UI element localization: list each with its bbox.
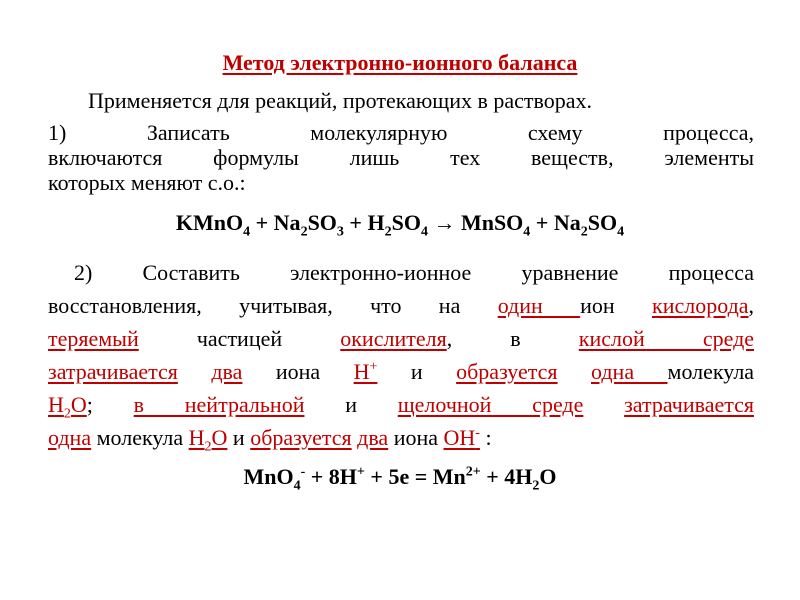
eq1-sub: 2 (384, 224, 392, 240)
eq1-part: + H (343, 210, 385, 235)
text-run: O (70, 392, 87, 417)
subscript: 2 (204, 439, 212, 455)
eq1-part: SO (307, 210, 337, 235)
highlight-term: одна (48, 425, 92, 450)
highlight-term (188, 425, 228, 455)
eq1-sub: 2 (300, 224, 308, 240)
step-1-paragraph (48, 120, 754, 195)
eq2-part: + 4H (480, 464, 533, 489)
text-run: частицей (196, 326, 283, 351)
eq1-sub: 2 (580, 224, 588, 240)
step-2-line-1: 2) Составить электронно-ионное уравнение процесса (74, 260, 754, 285)
eq1-sub: 3 (336, 224, 344, 240)
text-run: H (353, 359, 370, 384)
text-run: , в (446, 326, 521, 351)
highlight-term: один (497, 293, 581, 318)
highlight-term: одна (591, 359, 668, 384)
eq2-sup: 2+ (465, 464, 481, 480)
eq1-part: → MnSO (427, 210, 524, 235)
molecular-equation (0, 210, 800, 240)
highlight-term: два (357, 425, 389, 450)
eq1-sub: 4 (617, 224, 625, 240)
highlight-term: два (211, 359, 243, 384)
eq2-part: + 8H (305, 464, 357, 489)
step-1-line-3: которых меняют с.о.: (48, 170, 246, 195)
charge-sup: - (475, 425, 480, 441)
eq2-part: O (539, 464, 557, 489)
eq2-sub: 4 (293, 478, 301, 494)
text-run: H (48, 392, 64, 417)
highlight-term: образуется (250, 425, 352, 450)
step-2-line-4 (48, 355, 754, 388)
text-run: ион (580, 293, 615, 318)
step-2-paragraph (48, 256, 754, 454)
charge-sup: + (369, 359, 378, 375)
subscript: 2 (63, 406, 71, 422)
eq2-sup: + (356, 464, 365, 480)
highlight-term (48, 392, 87, 422)
eq1-sub: 4 (243, 224, 251, 240)
step-1-line-1: 1) Записать молекулярную схему процесса, (48, 120, 754, 145)
text-run: : (479, 425, 492, 450)
text-run: молекула (91, 425, 189, 450)
step-2-line-5 (48, 388, 754, 421)
highlight-term: образуется (456, 359, 558, 384)
eq1-part: + Na (250, 210, 301, 235)
eq1-part: SO (587, 210, 618, 235)
text-run: и (227, 425, 251, 450)
eq2-sub: 2 (532, 478, 540, 494)
text-run: и (410, 359, 423, 384)
intro-text: Применяется для реакций, протекающих в растворах. (88, 88, 593, 113)
eq1-sub: 4 (420, 224, 428, 240)
highlight-term: окислителя (340, 326, 447, 351)
step-1-line-2: включаются формулы лишь тех веществ, элементы (48, 145, 754, 170)
text-run: OH (443, 425, 476, 450)
text-run: молекула (667, 359, 755, 384)
highlight-term: кислой среде (578, 326, 755, 351)
text-run: ; (86, 392, 93, 417)
highlight-term: затрачивается (624, 392, 754, 417)
text-run: H (188, 425, 205, 450)
eq1-part: SO (391, 210, 421, 235)
eq1-part: + Na (530, 210, 581, 235)
eq1-part: KMnO (175, 210, 244, 235)
slide-title: Метод электронно-ионного баланса (222, 50, 578, 75)
highlight-term: кислорода (652, 293, 749, 318)
highlight-term (354, 359, 378, 384)
step-2-line-6 (48, 421, 754, 454)
highlight-term: в нейтральной (133, 392, 305, 417)
eq2-part: MnO (243, 464, 294, 489)
text-run: и (345, 392, 357, 417)
eq2-part: + 5e = Mn (364, 464, 466, 489)
eq2-sup: - (300, 464, 306, 480)
eq1-sub: 4 (523, 224, 531, 240)
ionic-equation (0, 464, 800, 494)
text-run: иона (388, 425, 444, 450)
text-run: O (211, 425, 228, 450)
step-2-line-2 (48, 289, 754, 322)
step-2-line-3 (48, 322, 754, 355)
highlight-term: теряемый (48, 326, 139, 351)
highlight-term (444, 425, 480, 450)
text-run: восстановления, учитывая, что на (48, 293, 461, 318)
highlight-term: щелочной среде (397, 392, 584, 417)
highlight-term: затрачивается (48, 359, 178, 384)
text-run: иона (275, 359, 321, 384)
text-run: , (748, 293, 755, 318)
